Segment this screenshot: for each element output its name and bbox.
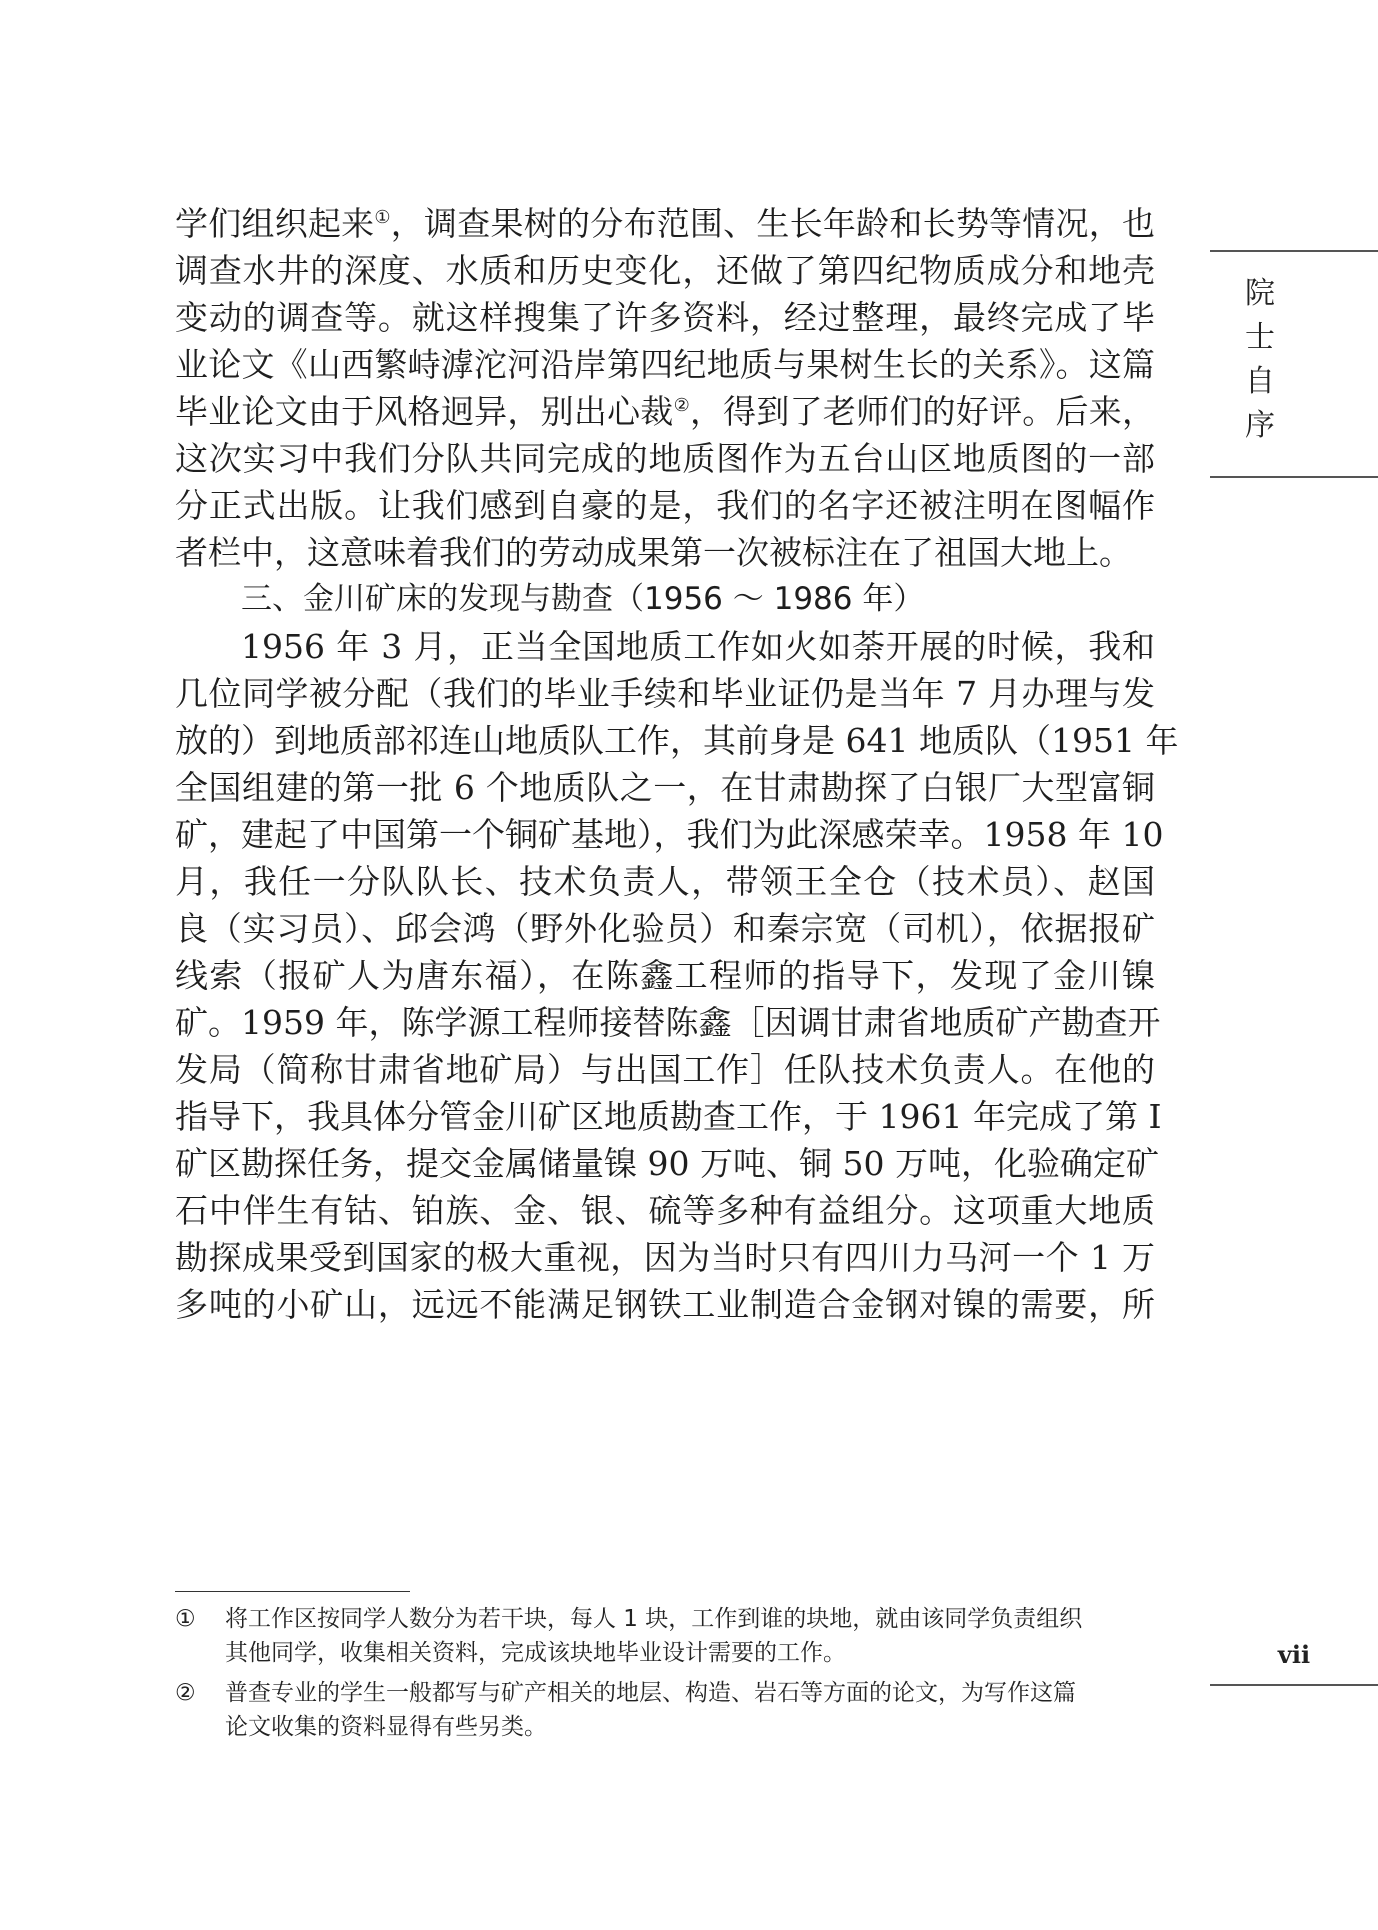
- text-line: 变动的调查等。就这样搜集了许多资料，经过整理，最终完成了毕: [175, 298, 1155, 337]
- text-line: 勘探成果受到国家的极大重视，因为当时只有四川力马河一个 1 万: [175, 1238, 1155, 1277]
- footnote-ref-1: ①: [374, 207, 391, 228]
- footnote-rule: [175, 1591, 410, 1592]
- text-line: 调查水井的深度、水质和历史变化，还做了第四纪物质成分和地壳: [175, 251, 1155, 290]
- side-tab-bottom-rule: [1210, 476, 1378, 478]
- text-line: 放的）到地质部祁连山地质队工作，其前身是 641 地质队（1951 年: [175, 721, 1179, 760]
- side-tab-char: 序: [1245, 408, 1275, 443]
- side-tab-char: 士: [1245, 320, 1275, 355]
- footnote-line: 将工作区按同学人数分为若干块，每人 1 块，工作到谁的块地，就由该同学负责组织: [225, 1606, 1083, 1632]
- page-number-rule: [1210, 1684, 1378, 1686]
- footnote-mark: ①: [175, 1606, 196, 1632]
- footnote-line: 普查专业的学生一般都写与矿产相关的地层、构造、岩石等方面的论文，为写作这篇: [225, 1680, 1076, 1706]
- text-line: 几位同学被分配（我们的毕业手续和毕业证仍是当年 7 月办理与发: [175, 674, 1155, 713]
- text-line: 矿，建起了中国第一个铜矿基地），我们为此深感荣幸。1958 年 10: [175, 815, 1164, 854]
- footnote: [175, 1676, 1155, 1744]
- side-tab-top-rule: [1210, 250, 1378, 252]
- footnotes: [175, 1602, 1155, 1750]
- text-line: 发局（简称甘肃省地矿局）与出国工作］任队技术负责人。在他的: [175, 1050, 1155, 1089]
- footnote-line: 论文收集的资料显得有些另类。: [225, 1714, 547, 1740]
- side-tab-char: 自: [1245, 364, 1275, 399]
- section-heading: 三、金川矿床的发现与勘查（1956 ～ 1986 年）: [241, 581, 925, 617]
- text-line: 这次实习中我们分队共同完成的地质图作为五台山区地质图的一部: [175, 439, 1155, 478]
- side-tab-title: [1240, 272, 1280, 448]
- text-line: 1956 年 3 月，正当全国地质工作如火如荼开展的时候，我和: [241, 627, 1155, 666]
- text-line: 矿区勘探任务，提交金属储量镍 90 万吨、铜 50 万吨，化验确定矿: [175, 1144, 1159, 1183]
- text-line: 月，我任一分队队长、技术负责人，带领王全仓（技术员）、赵国: [175, 862, 1155, 901]
- main-text: [175, 200, 1179, 1328]
- text-line: 线索（报矿人为唐东福），在陈鑫工程师的指导下，发现了金川镍: [175, 956, 1155, 995]
- text-line: 全国组建的第一批 6 个地质队之一，在甘肃勘探了白银厂大型富铜: [175, 768, 1155, 807]
- text-line: 业论文《山西繁峙滹沱河沿岸第四纪地质与果树生长的关系》。这篇: [175, 345, 1155, 384]
- text-line: 多吨的小矿山，远远不能满足钢铁工业制造合金钢对镍的需要，所: [175, 1285, 1155, 1324]
- text-line: 学们组织起来①，调查果树的分布范围、生长年龄和长势等情况，也: [175, 204, 1156, 243]
- footnote: [175, 1602, 1155, 1670]
- text-line: 良（实习员）、邱会鸿（野外化验员）和秦宗宽（司机），依据报矿: [175, 909, 1155, 948]
- side-tab-char: 院: [1245, 276, 1275, 311]
- text-line: 石中伴生有钴、铂族、金、银、硫等多种有益组分。这项重大地质: [175, 1191, 1155, 1230]
- footnote-line: 其他同学，收集相关资料，完成该块地毕业设计需要的工作。: [225, 1640, 846, 1666]
- text-line: 者栏中，这意味着我们的劳动成果第一次被标注在了祖国大地上。: [175, 533, 1132, 572]
- footnote-ref-2: ②: [673, 395, 690, 416]
- text-line: 毕业论文由于风格迥异，别出心裁②，得到了老师们的好评。后来，: [175, 392, 1156, 431]
- text-line: 矿。1959 年，陈学源工程师接替陈鑫［因调甘肃省地质矿产勘查开: [175, 1003, 1161, 1042]
- text-line: 分正式出版。让我们感到自豪的是，我们的名字还被注明在图幅作: [175, 486, 1155, 525]
- footnote-mark: ②: [175, 1680, 196, 1706]
- text-line: 指导下，我具体分管金川矿区地质勘查工作，于 1961 年完成了第 Ⅰ: [175, 1097, 1162, 1136]
- page-number: vii: [1277, 1640, 1311, 1669]
